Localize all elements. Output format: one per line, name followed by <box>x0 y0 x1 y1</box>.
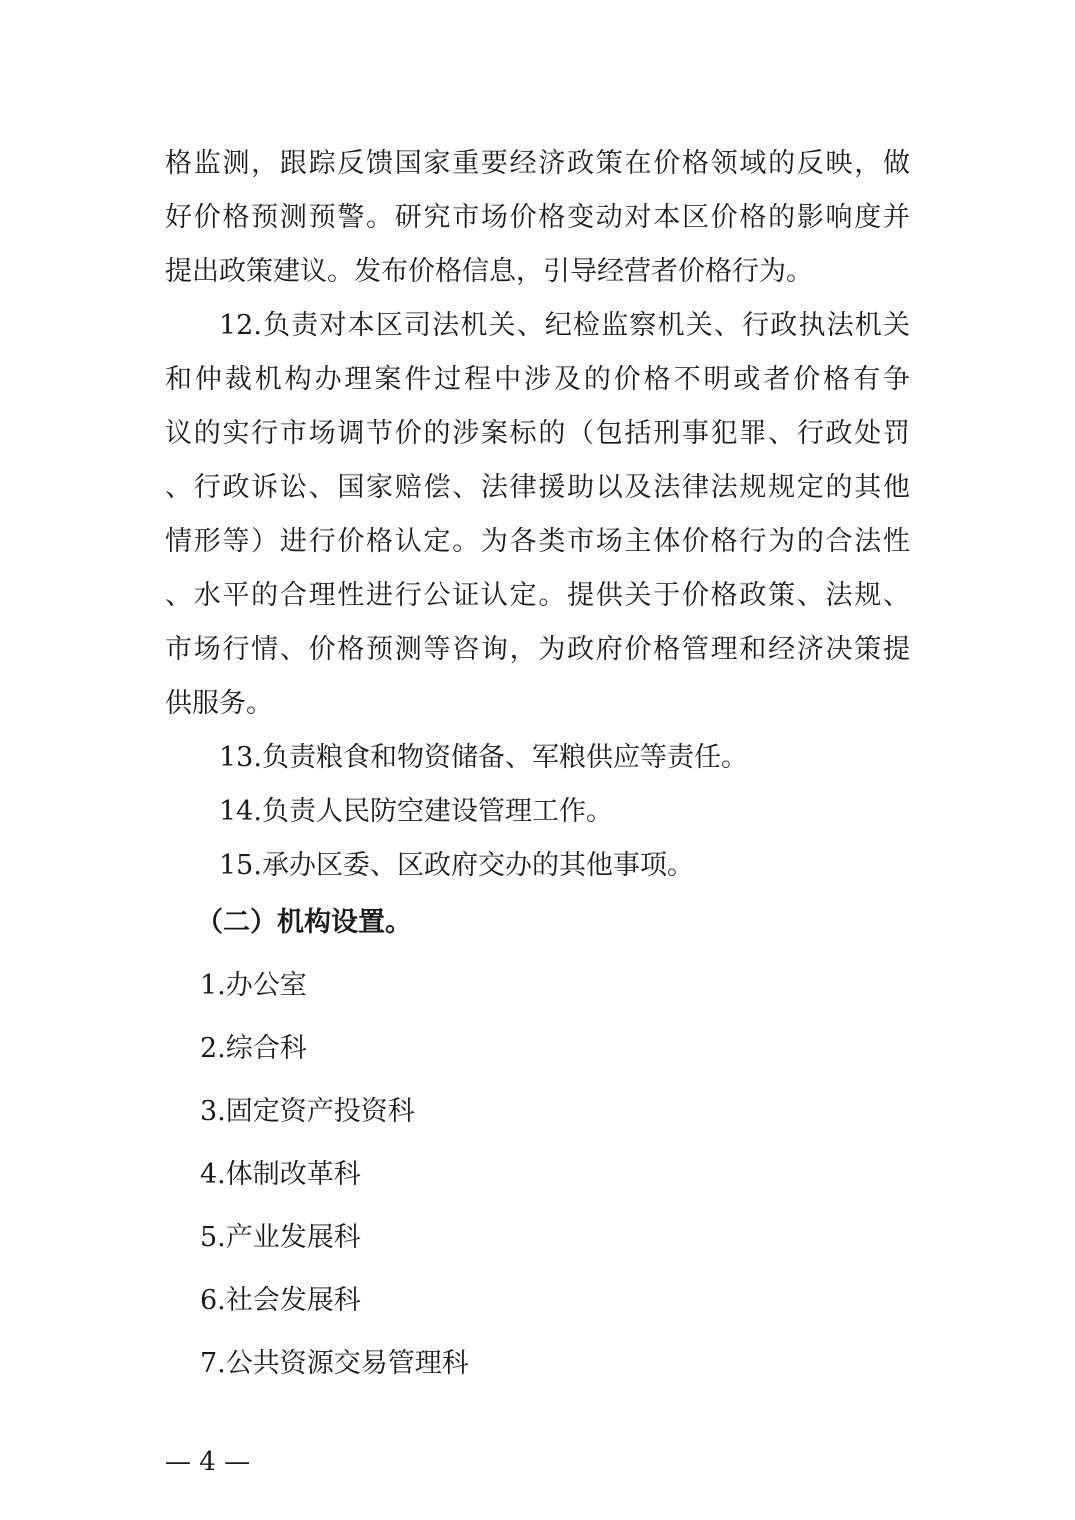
item-14: 14.负责人民防空建设管理工作。 <box>219 796 613 827</box>
department-item: 3.固定资产投资科 <box>200 1096 415 1127</box>
paragraph-line: 格监测，跟踪反馈国家重要经济政策在价格领域的反映，做 <box>165 148 910 179</box>
department-item: 5.产业发展科 <box>200 1222 361 1253</box>
department-item: 4.体制改革科 <box>200 1159 361 1190</box>
paragraph-line: 好价格预测预警。研究市场价格变动对本区价格的影响度并 <box>165 202 910 233</box>
department-item: 6.社会发展科 <box>200 1285 361 1316</box>
department-item: 1.办公室 <box>200 970 307 1001</box>
page-number: — 4 — <box>165 1447 251 1477</box>
paragraph-line: 议的实行市场调节价的涉案标的（包括刑事犯罪、行政处罚 <box>165 418 910 449</box>
section-heading: （二）机构设置。 <box>196 907 412 938</box>
paragraph-line: 供服务。 <box>165 688 273 719</box>
department-item: 7.公共资源交易管理科 <box>200 1348 469 1379</box>
paragraph-line: 情形等）进行价格认定。为各类市场主体价格行为的合法性 <box>165 526 910 557</box>
item-13: 13.负责粮食和物资储备、军粮供应等责任。 <box>219 742 748 773</box>
department-item: 2.综合科 <box>200 1033 307 1064</box>
paragraph-line: 、行政诉讼、国家赔偿、法律援助以及法律法规规定的其他 <box>165 472 910 503</box>
item-15: 15.承办区委、区政府交办的其他事项。 <box>219 850 694 881</box>
paragraph-line: 12.负责对本区司法机关、纪检监察机关、行政执法机关 <box>219 310 910 341</box>
paragraph-line: 市场行情、价格预测等咨询，为政府价格管理和经济决策提 <box>165 634 910 665</box>
paragraph-line: 提出政策建议。发布价格信息，引导经营者价格行为。 <box>165 256 813 287</box>
paragraph-line: 、水平的合理性进行公证认定。提供关于价格政策、法规、 <box>165 580 910 611</box>
paragraph-line: 和仲裁机构办理案件过程中涉及的价格不明或者价格有争 <box>165 364 910 395</box>
